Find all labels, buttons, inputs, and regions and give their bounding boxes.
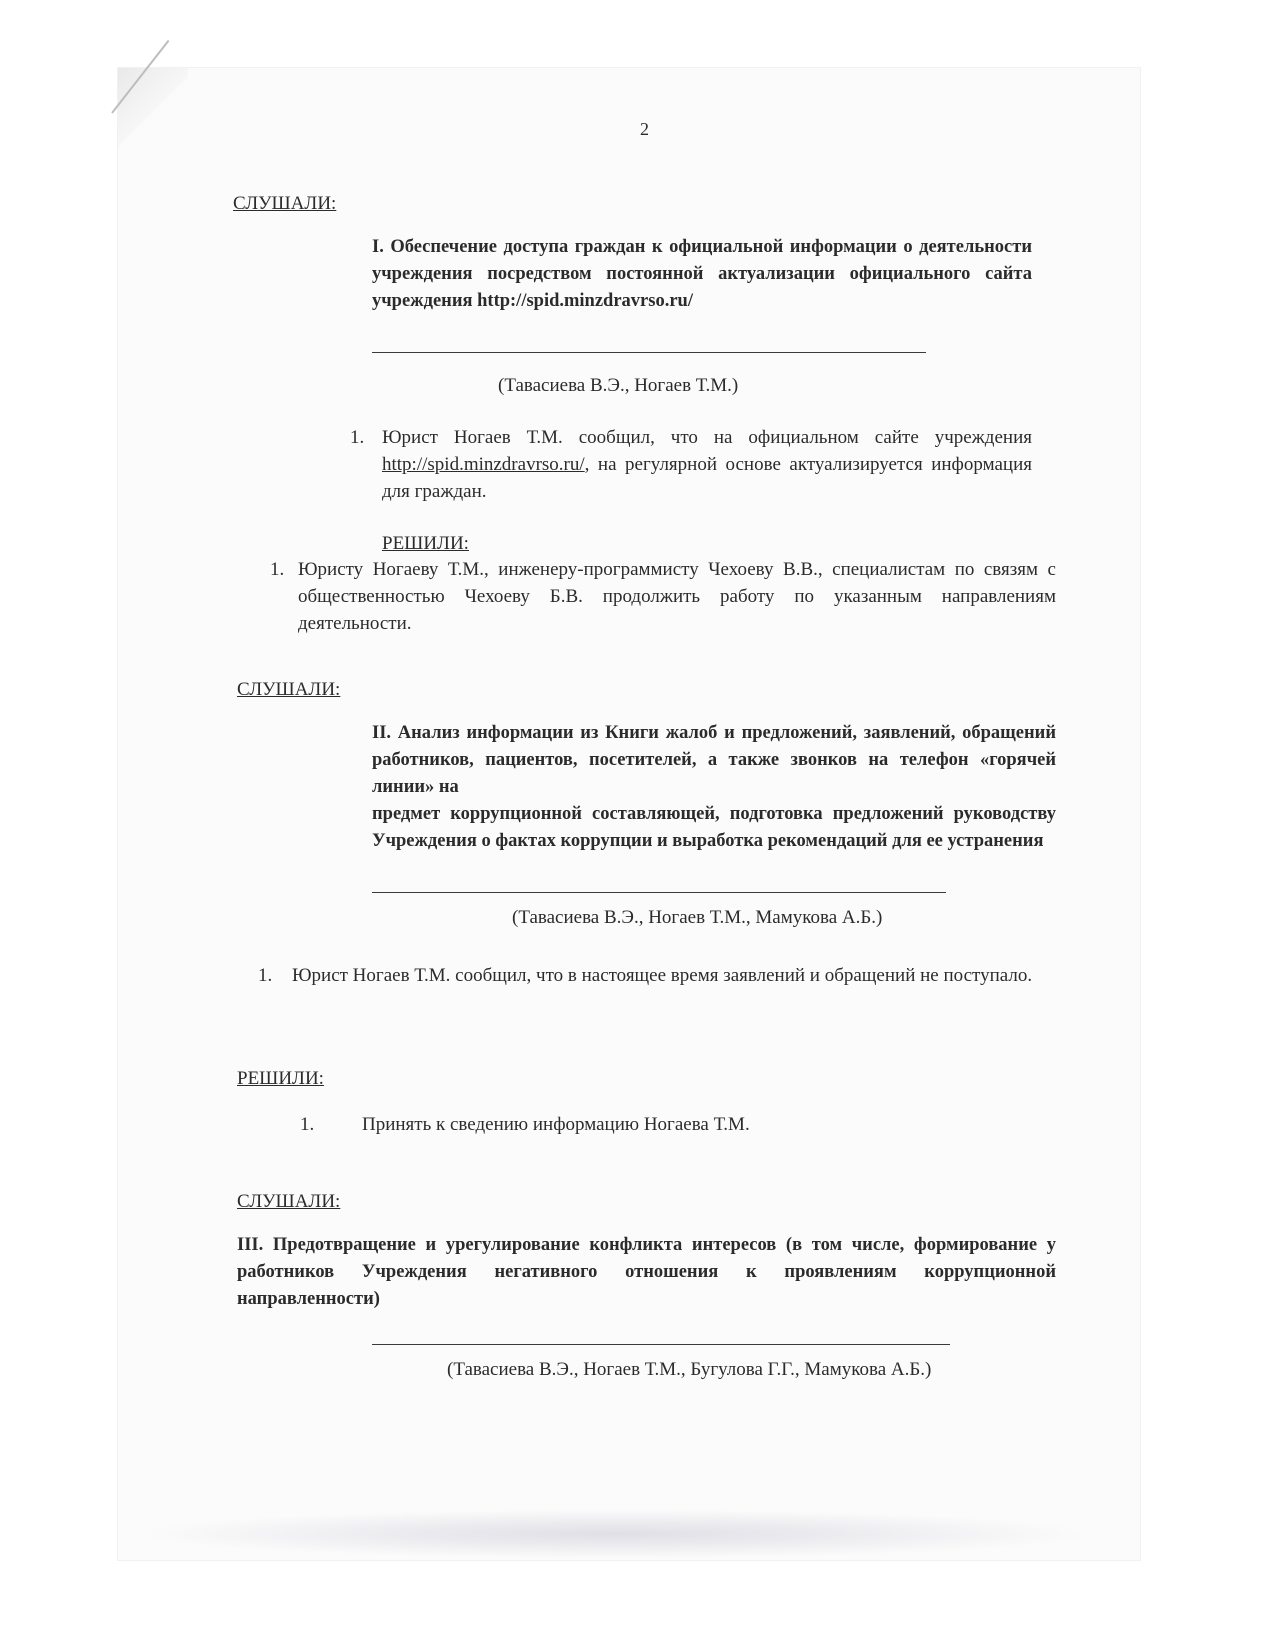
report-text-1 (382, 424, 1032, 505)
agenda-item-2-title-part-1: II. Анализ информации из Книги жалоб и предложений, заявлений, обращений работников, пациентов, посетителей, а также звонков на телефон «горячей линии» на (372, 723, 1056, 797)
page-number: 2 (640, 119, 649, 139)
official-site-link[interactable]: http://spid.minzdravrso.ru/ (382, 454, 585, 475)
responsible-persons-2: (Тавасиева В.Э., Ногаев Т.М., Мамукова А.Б.) (512, 907, 883, 928)
photo-shadow (150, 1510, 1080, 1558)
agenda-item-3-title: III. Предотвращение и урегулирование конфликта интересов (в том числе, формирование у работников Учреждения негативного отношения к проявлениям коррупционной направленности) (237, 1235, 1056, 1309)
report-number-2: 1. (258, 965, 273, 986)
responsible-persons-1: (Тавасиева В.Э., Ногаев Т.М.) (498, 375, 739, 396)
decision-text-1: Юристу Ногаеву Т.М., инженеру-программисту Чехоеву В.В., специалистам по связям с общественностью Чехоеву Б.В. продолжить работу по указанным направлениям деятельности. (298, 559, 1056, 634)
signature-line-1 (372, 352, 926, 353)
decision-number-1: 1. (270, 559, 285, 580)
signature-line-2 (372, 892, 946, 893)
page-corner-fold (118, 68, 188, 160)
agenda-item-2-title-part-2: предмет коррупционной составляющей, подготовка предложений руководству Учреждения о фактах коррупции и выработка рекомендаций для ее устранения (372, 804, 1056, 851)
agenda-item-1-title: I. Обеспечение доступа граждан к официальной информации о деятельности учреждения посредством постоянной актуализации официального сайта учреждения http://spid.minzdravrso.ru/ (372, 237, 1032, 311)
decided-heading-1: РЕШИЛИ: (382, 533, 469, 554)
report-text-1-end: , на регулярной основе актуализируется информация для граждан. (382, 454, 1032, 502)
report-text-1-start: Юрист Ногаев Т.М. сообщил, что на официальном сайте учреждения (382, 427, 1032, 448)
decision-text-2: Принять к сведению информацию Ногаева Т.М. (362, 1114, 750, 1135)
report-text-2: Юрист Ногаев Т.М. сообщил, что в настоящее время заявлений и обращений не поступало. (292, 965, 1033, 986)
decision-number-2: 1. (300, 1114, 315, 1135)
heard-heading-2: СЛУШАЛИ: (237, 679, 341, 700)
heard-heading-3: СЛУШАЛИ: (237, 1191, 341, 1212)
signature-line-3 (372, 1344, 950, 1345)
responsible-persons-3: (Тавасиева В.Э., Ногаев Т.М., Бугулова Г.Г., Мамукова А.Б.) (447, 1359, 932, 1380)
heard-heading-1: СЛУШАЛИ: (233, 193, 337, 214)
report-number-1: 1. (350, 427, 365, 448)
decided-heading-2: РЕШИЛИ: (237, 1068, 324, 1089)
